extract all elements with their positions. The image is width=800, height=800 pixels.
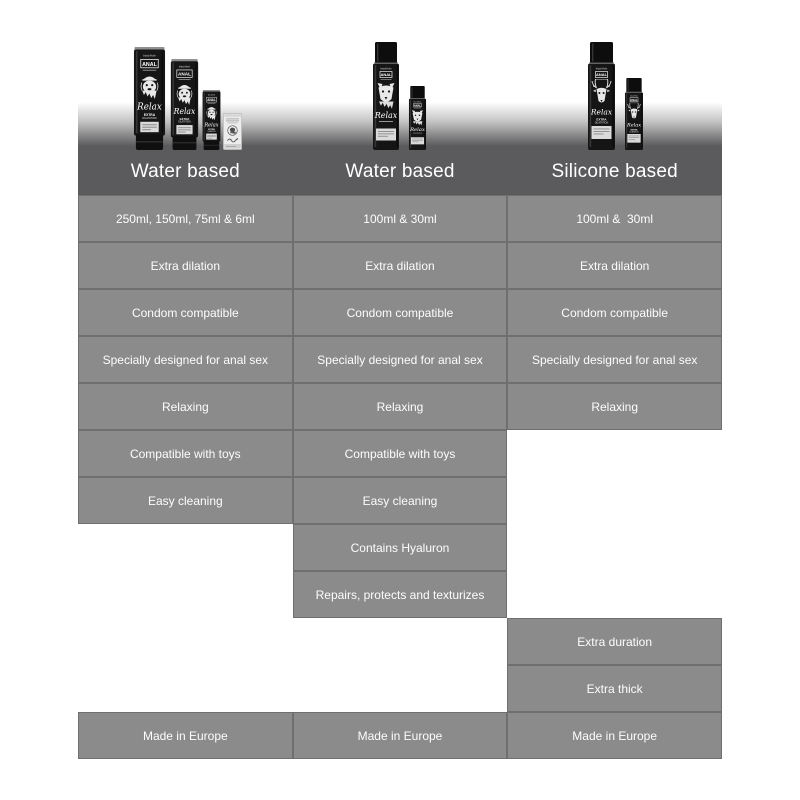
product-image-tube-150ml — [170, 59, 199, 150]
empty-cell — [507, 571, 722, 618]
column-header-water-based-1: Water based — [130, 160, 240, 182]
feature-cell: Condom compatible — [78, 289, 293, 336]
empty-cell — [293, 618, 508, 665]
feature-cell: Extra dilation — [293, 242, 508, 289]
product-image-sachet-6ml — [223, 113, 242, 150]
feature-cell: Made in Europe — [507, 712, 722, 759]
feature-cell: Extra dilation — [78, 242, 293, 289]
empty-cell — [78, 524, 293, 571]
feature-cell: Compatible with toys — [293, 430, 508, 477]
feature-cell: 100ml & 30ml — [293, 195, 508, 242]
feature-cell: Repairs, protects and texturizes — [293, 571, 508, 618]
product-image-wolf-bottle-100ml — [370, 42, 402, 150]
feature-cell: Relaxing — [78, 383, 293, 430]
empty-cell — [507, 430, 722, 477]
feature-cell: Relaxing — [293, 383, 508, 430]
empty-cell — [293, 665, 508, 712]
feature-cell: Easy cleaning — [78, 477, 293, 524]
feature-cell: Compatible with toys — [78, 430, 293, 477]
feature-cell: 250ml, 150ml, 75ml & 6ml — [78, 195, 293, 242]
product-image-tube-75ml — [202, 90, 221, 150]
feature-cell: Extra dilation — [507, 242, 722, 289]
feature-cell: Specially designed for anal sex — [78, 336, 293, 383]
comparison-table — [78, 195, 722, 759]
feature-cell: Extra duration — [507, 618, 722, 665]
product-image-tube-250ml — [133, 47, 166, 150]
feature-cell: Specially designed for anal sex — [293, 336, 508, 383]
feature-cell: Condom compatible — [507, 289, 722, 336]
column-header-band — [78, 145, 722, 195]
column-header-water-based-2: Water based — [345, 160, 455, 182]
empty-cell — [507, 477, 722, 524]
product-image-stag-bottle-30ml — [623, 78, 645, 150]
feature-cell: 100ml & 30ml — [507, 195, 722, 242]
feature-cell: Easy cleaning — [293, 477, 508, 524]
feature-cell: Made in Europe — [78, 712, 293, 759]
empty-cell — [78, 665, 293, 712]
feature-cell: Contains Hyaluron — [293, 524, 508, 571]
empty-cell — [507, 524, 722, 571]
product-hero — [78, 0, 722, 150]
empty-cell — [78, 618, 293, 665]
feature-cell: Made in Europe — [293, 712, 508, 759]
empty-cell — [78, 571, 293, 618]
feature-cell: Extra thick — [507, 665, 722, 712]
column-header-silicone-based: Silicone based — [551, 160, 678, 182]
feature-cell: Relaxing — [507, 383, 722, 430]
product-image-stag-bottle-100ml — [585, 42, 618, 150]
feature-cell: Condom compatible — [293, 289, 508, 336]
product-image-wolf-bottle-30ml — [407, 86, 428, 150]
feature-cell: Specially designed for anal sex — [507, 336, 722, 383]
